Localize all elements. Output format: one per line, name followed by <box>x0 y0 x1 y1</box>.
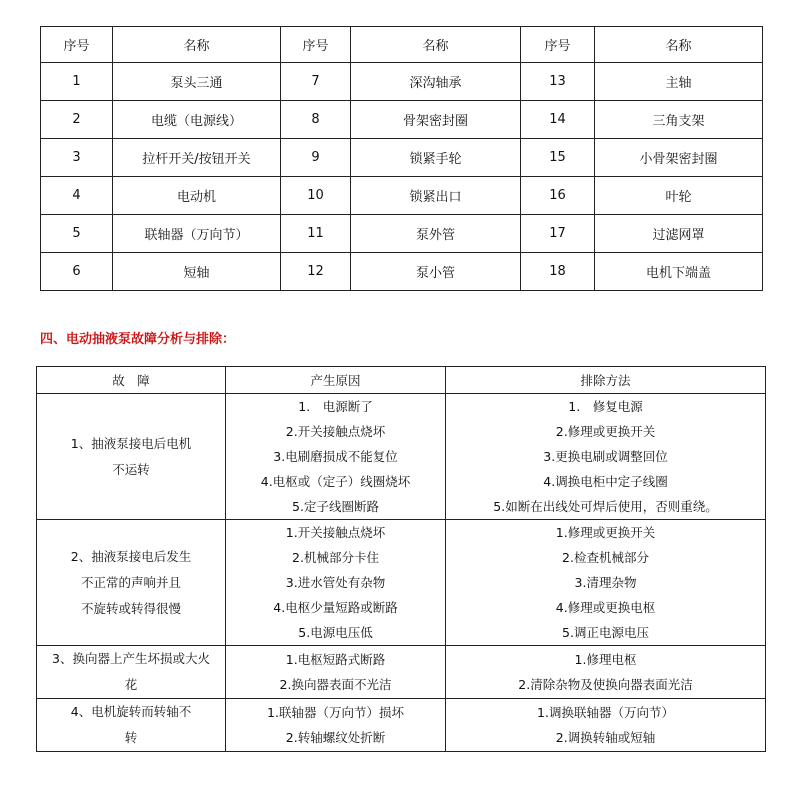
part-name-cell: 电缆（电源线） <box>113 101 281 139</box>
cause-cell <box>226 520 446 646</box>
part-index-cell: 18 <box>521 253 595 291</box>
cause-line: 5.定子线圈断路 <box>292 499 379 514</box>
part-name-cell: 过滤网罩 <box>595 215 763 253</box>
section-heading: 四、电动抽液泵故障分析与排除： <box>40 332 236 347</box>
fault-row <box>37 646 766 699</box>
part-index-cell: 5 <box>41 215 113 253</box>
parts-row <box>41 215 763 253</box>
part-name-cell: 电机下端盖 <box>595 253 763 291</box>
fault-table <box>36 366 766 752</box>
cause-line: 1. 电源断了 <box>298 399 373 414</box>
fault-line: 不正常的声响并且 <box>80 574 181 590</box>
part-name-cell: 主轴 <box>595 63 763 101</box>
remedy-cell <box>446 699 766 752</box>
remedy-line: 5.调正电源电压 <box>562 625 649 640</box>
fault-line: 不运转 <box>112 461 150 477</box>
fault-cell <box>37 646 226 699</box>
part-name-cell: 锁紧手轮 <box>351 139 521 177</box>
part-index-cell: 16 <box>521 177 595 215</box>
remedy-line: 1.调换联轴器（万向节） <box>537 705 674 720</box>
fault-line: 花 <box>124 677 138 692</box>
cause-line: 1.电枢短路式断路 <box>285 652 386 667</box>
cause-line: 4.电枢少量短路或断路 <box>273 600 398 615</box>
fault-line: 3、换向器上产生坏损或大火 <box>52 651 210 666</box>
header-index: 序号 <box>281 27 351 63</box>
header-fault: 故 障 <box>37 367 226 394</box>
parts-row <box>41 253 763 291</box>
remedy-line: 1.修理电枢 <box>574 652 637 667</box>
parts-row <box>41 139 763 177</box>
remedy-line: 4.调换电柜中定子线圈 <box>543 474 668 489</box>
part-index-cell: 15 <box>521 139 595 177</box>
fault-cell <box>37 699 226 752</box>
fault-cell <box>37 520 226 646</box>
remedy-line: 3.清理杂物 <box>574 575 637 590</box>
part-index-cell: 9 <box>281 139 351 177</box>
cause-line: 2.转轴螺纹处折断 <box>285 730 386 745</box>
remedy-line: 1.修理或更换开关 <box>555 525 656 540</box>
cause-line: 1.开关接触点烧坏 <box>285 525 386 540</box>
part-index-cell: 10 <box>281 177 351 215</box>
remedy-line: 3.更换电刷或调整回位 <box>543 449 668 464</box>
part-name-cell: 短轴 <box>113 253 281 291</box>
parts-table <box>40 26 763 291</box>
cause-line: 5.电源电压低 <box>298 625 373 640</box>
fault-row <box>37 394 766 520</box>
remedy-line: 5.如断在出线处可焊后使用，否则重绕。 <box>493 499 718 514</box>
header-name: 名称 <box>113 27 281 63</box>
remedy-line: 2.检查机械部分 <box>562 550 649 565</box>
cause-line: 1.联轴器（万向节）损坏 <box>267 705 404 720</box>
cause-line: 3.进水管处有杂物 <box>285 575 386 590</box>
part-name-cell: 深沟轴承 <box>351 63 521 101</box>
remedy-cell <box>446 520 766 646</box>
header-index: 序号 <box>41 27 113 63</box>
parts-row <box>41 177 763 215</box>
part-name-cell: 小骨架密封圈 <box>595 139 763 177</box>
remedy-line: 2.清除杂物及使换向器表面光洁 <box>518 677 693 692</box>
part-name-cell: 锁紧出口 <box>351 177 521 215</box>
header-index: 序号 <box>521 27 595 63</box>
fault-cell <box>37 394 226 520</box>
part-index-cell: 13 <box>521 63 595 101</box>
cause-cell <box>226 699 446 752</box>
part-index-cell: 6 <box>41 253 113 291</box>
part-name-cell: 拉杆开关/按钮开关 <box>113 139 281 177</box>
fault-line: 2、抽液泵接电后发生 <box>70 548 192 564</box>
part-name-cell: 泵外管 <box>351 215 521 253</box>
part-index-cell: 14 <box>521 101 595 139</box>
parts-row <box>41 63 763 101</box>
remedy-cell <box>446 646 766 699</box>
cause-cell <box>226 394 446 520</box>
cause-cell <box>226 646 446 699</box>
fault-line: 转 <box>124 730 138 745</box>
part-index-cell: 2 <box>41 101 113 139</box>
part-name-cell: 叶轮 <box>595 177 763 215</box>
cause-line: 3.电刷磨损成不能复位 <box>273 449 398 464</box>
part-index-cell: 11 <box>281 215 351 253</box>
fault-header-row <box>37 367 766 394</box>
cause-line: 2.开关接触点烧坏 <box>285 424 386 439</box>
cause-line: 2.换向器表面不光洁 <box>279 677 392 692</box>
cause-line: 4.电枢或（定子）线圈烧坏 <box>260 474 411 489</box>
part-name-cell: 泵小管 <box>351 253 521 291</box>
fault-line: 1、抽液泵接电后电机 <box>70 435 192 451</box>
header-cause: 产生原因 <box>226 367 446 394</box>
part-index-cell: 1 <box>41 63 113 101</box>
parts-row <box>41 101 763 139</box>
remedy-line: 1. 修复电源 <box>568 399 643 414</box>
part-index-cell: 3 <box>41 139 113 177</box>
part-index-cell: 17 <box>521 215 595 253</box>
part-name-cell: 泵头三通 <box>113 63 281 101</box>
remedy-line: 4.修理或更换电枢 <box>555 600 656 615</box>
header-name: 名称 <box>595 27 763 63</box>
header-remedy: 排除方法 <box>446 367 766 394</box>
part-name-cell: 三角支架 <box>595 101 763 139</box>
cause-line: 2.机械部分卡住 <box>292 550 379 565</box>
fault-row <box>37 699 766 752</box>
part-index-cell: 12 <box>281 253 351 291</box>
remedy-line: 2.修理或更换开关 <box>555 424 656 439</box>
part-index-cell: 8 <box>281 101 351 139</box>
part-name-cell: 电动机 <box>113 177 281 215</box>
part-index-cell: 4 <box>41 177 113 215</box>
part-name-cell: 骨架密封圈 <box>351 101 521 139</box>
remedy-line: 2.调换转轴或短轴 <box>555 730 656 745</box>
fault-row <box>37 520 766 646</box>
part-name-cell: 联轴器（万向节） <box>113 215 281 253</box>
part-index-cell: 7 <box>281 63 351 101</box>
fault-line: 4、电机旋转而转轴不 <box>70 704 192 719</box>
header-name: 名称 <box>351 27 521 63</box>
fault-line: 不旋转或转得很慢 <box>80 600 181 616</box>
parts-header-row <box>41 27 763 63</box>
remedy-cell <box>446 394 766 520</box>
